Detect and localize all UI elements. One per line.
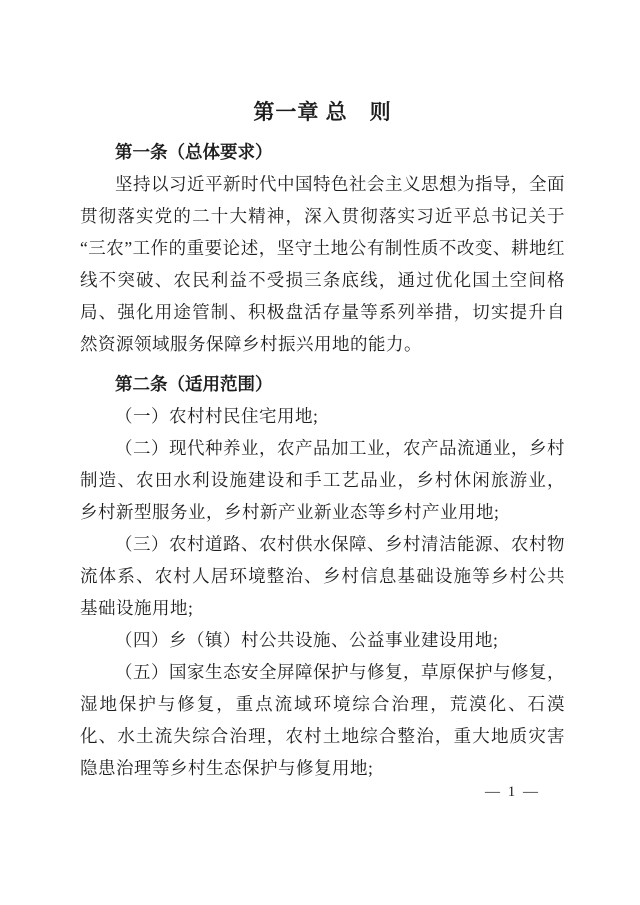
article-2-item-3: （三）农村道路、农村供水保障、乡村清洁能源、农村物流体系、农村人居环境整治、乡村信息基础设施等乡村公共基础设施用地; [80, 534, 565, 618]
article-2-item-2: （二）现代种养业，农产品加工业，农产品流通业，乡村制造、农田水利设施建设和手工艺品业，乡村休闲旅游业，乡村新型服务业，乡村新产业新业态等乡村产业用地; [80, 438, 565, 522]
article-2-item-5: （五）国家生态安全屏障保护与修复，草原保护与修复，湿地保护与修复，重点流域环境综合治理，荒漠化、石漠化、水土流失综合治理，农村土地综合整治，重大地质灾害隐患治理等乡村生态保护与修复用地; [80, 662, 565, 778]
article-1-paragraph: 坚持以习近平新时代中国特色社会主义思想为指导，全面贯彻落实党的二十大精神，深入贯彻落实习近平总书记关于“三农”工作的重要论述，坚守土地公有制性质不改变、耕地红线不突破、农民利益不受损三条底线，通过优化国土空间格局、强化用途管制、积极盘活存量等系列举措，切实提升自然资源领域服务保障乡村振兴用地的能力。 [80, 174, 565, 354]
article-2-item-1: （一）农村村民住宅用地; [115, 406, 319, 426]
chapter-title: 第一章 总 则 [253, 100, 392, 124]
article-1-heading: 第一条（总体要求） [115, 142, 273, 162]
article-2-item-4: （四）乡（镇）村公共设施、公益事业建设用地; [115, 630, 499, 650]
article-2-heading: 第二条（适用范围） [115, 374, 273, 394]
page-number: — 1 — [485, 784, 540, 800]
document-content [80, 96, 565, 784]
